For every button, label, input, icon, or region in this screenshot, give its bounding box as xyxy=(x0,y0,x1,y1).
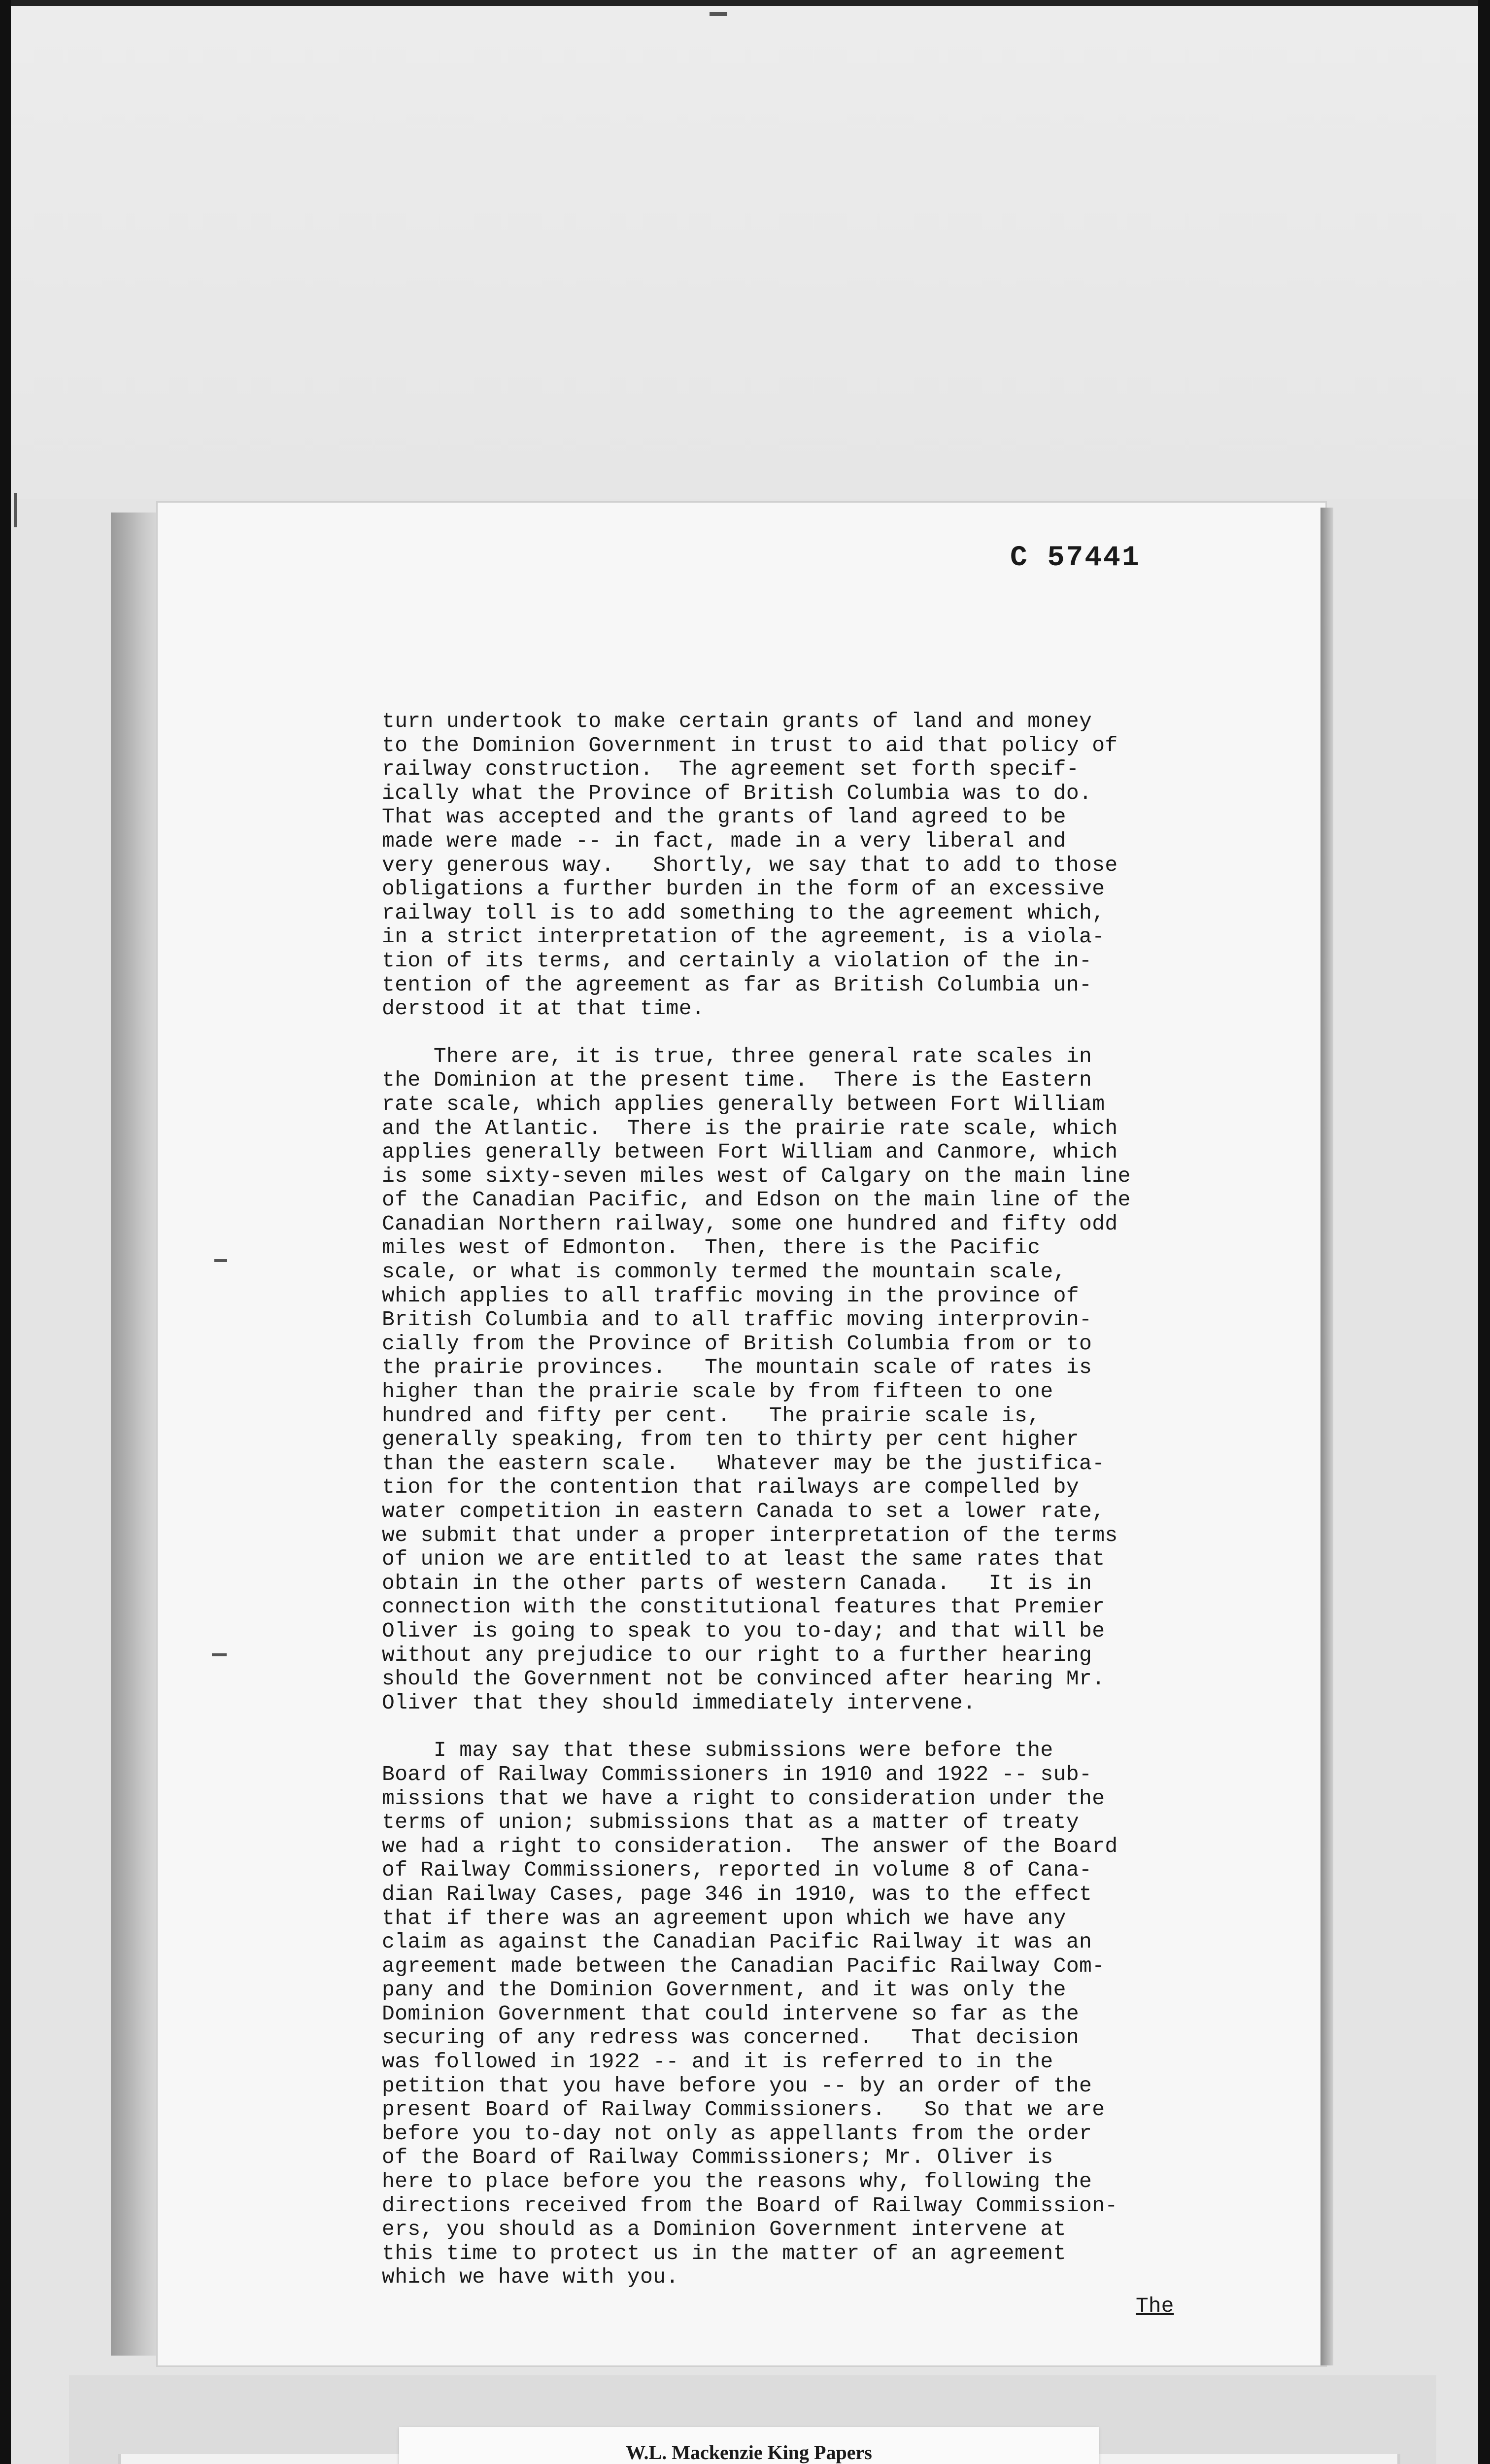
text-line: Oliver is going to speak to you to-day; and that will be xyxy=(382,1618,1105,1643)
document-id: C 57441 xyxy=(1010,542,1141,574)
text-line: agreement made between the Canadian Pacific Railway Com- xyxy=(382,1953,1105,1978)
text-line: hundred and fifty per cent. The prairie scale is, xyxy=(382,1403,1041,1428)
text-line: ers, you should as a Dominion Government intervene at xyxy=(382,2217,1066,2242)
text-line: is some sixty-seven miles west of Calgary on the main line xyxy=(382,1164,1131,1188)
text-line: cially from the Province of British Columbia from or to xyxy=(382,1331,1092,1356)
text-line: of union we are entitled to at least the same rates that xyxy=(382,1547,1105,1572)
text-line: British Columbia and to all traffic moving interprovin- xyxy=(382,1307,1092,1332)
text-line: which applies to all traffic moving in the province of xyxy=(382,1283,1080,1308)
text-line: turn undertook to make certain grants of land and money xyxy=(382,709,1092,733)
text-line: I may say that these submissions were before the xyxy=(382,1738,1053,1763)
text-line: derstood it at that time. xyxy=(382,996,705,1021)
text-line: made were made -- in fact, made in a very liberal and xyxy=(382,828,1066,853)
text-line: obtain in the other parts of western Canada. It is in xyxy=(382,1571,1092,1595)
text-line: of Railway Commissioners, reported in volume 8 of Cana- xyxy=(382,1858,1092,1882)
text-line: petition that you have before you -- by an order of the xyxy=(382,2073,1092,2098)
text-line: That was accepted and the grants of land agreed to be xyxy=(382,805,1066,829)
text-line: of the Board of Railway Commissioners; Mr. Oliver is xyxy=(382,2145,1053,2170)
text-line: directions received from the Board of Railway Commission- xyxy=(382,2193,1118,2218)
text-line: scale, or what is commonly termed the mountain scale, xyxy=(382,1260,1066,1284)
text-line: before you to-day not only as appellants from the order xyxy=(382,2121,1092,2146)
text-line: securing of any redress was concerned. That decision xyxy=(382,2025,1080,2050)
text-line: railway construction. The agreement set forth specif- xyxy=(382,757,1080,782)
text-line: Dominion Government that could intervene so far as the xyxy=(382,2001,1080,2026)
text-line: rate scale, which applies generally between Fort William xyxy=(382,1092,1105,1116)
text-line: higher than the prairie scale by from fifteen to one xyxy=(382,1379,1053,1404)
text-line: water competition in eastern Canada to set a lower rate, xyxy=(382,1499,1105,1523)
text-line: here to place before you the reasons why, following the xyxy=(382,2169,1092,2194)
text-line: than the eastern scale. Whatever may be the justifica- xyxy=(382,1451,1105,1475)
text-line: we submit that under a proper interpretation of the terms xyxy=(382,1523,1118,1547)
collection-name: W.L. Mackenzie King Papers xyxy=(626,2441,872,2464)
text-line: the prairie provinces. The mountain scale of rates is xyxy=(382,1355,1092,1380)
text-line: very generous way. Shortly, we say that to add to those xyxy=(382,853,1118,877)
text-line: Board of Railway Commissioners in 1910 and 1922 -- sub- xyxy=(382,1762,1092,1786)
text-line: missions that we have a right to consideration under the xyxy=(382,1786,1105,1811)
text-line: generally speaking, from ten to thirty per cent higher xyxy=(382,1427,1080,1452)
text-line: in a strict interpretation of the agreement, is a viola- xyxy=(382,924,1105,949)
text-line: tion for the contention that railways are compelled by xyxy=(382,1475,1080,1500)
text-line: claim as against the Canadian Pacific Railway it was an xyxy=(382,1930,1092,1954)
text-line: tention of the agreement as far as British Columbia un- xyxy=(382,972,1092,997)
text-line: dian Railway Cases, page 346 in 1910, was to the effect xyxy=(382,1882,1092,1906)
text-line: obligations a further burden in the form of an excessive xyxy=(382,877,1105,901)
text-line: to the Dominion Government in trust to aid that policy of xyxy=(382,733,1118,757)
text-line: was followed in 1922 -- and it is referred to in the xyxy=(382,2050,1053,2074)
text-line: which we have with you. xyxy=(382,2265,679,2290)
text-line: of the Canadian Pacific, and Edson on the main line of the xyxy=(382,1188,1131,1212)
text-line: miles west of Edmonton. Then, there is the Pacific xyxy=(382,1235,1041,1260)
text-line: tion of its terms, and certainly a violation of the in- xyxy=(382,948,1092,973)
text-line: Oliver that they should immediately intervene. xyxy=(382,1690,976,1715)
catchword: The xyxy=(1136,2294,1174,2318)
text-line: and the Atlantic. There is the prairie rate scale, which xyxy=(382,1116,1118,1140)
text-line: pany and the Dominion Government, and it was only the xyxy=(382,1978,1066,2002)
text-line: that if there was an agreement upon which we have any xyxy=(382,1906,1066,1930)
text-line: the Dominion at the present time. There is the Eastern xyxy=(382,1068,1092,1093)
text-line: this time to protect us in the matter of an agreement xyxy=(382,2241,1066,2265)
text-line: connection with the constitutional features that Premier xyxy=(382,1595,1105,1619)
text-line: terms of union; submissions that as a matter of treaty xyxy=(382,1810,1080,1835)
text-line: railway toll is to add something to the agreement which, xyxy=(382,900,1105,925)
text-line: There are, it is true, three general rate scales in xyxy=(382,1044,1092,1068)
text-line: without any prejudice to our right to a further hearing xyxy=(382,1643,1092,1667)
text-line: applies generally between Fort William and Canmore, which xyxy=(382,1140,1118,1164)
text-line: present Board of Railway Commissioners. So that we are xyxy=(382,2097,1105,2122)
text-line: Canadian Northern railway, some one hundred and fifty odd xyxy=(382,1211,1118,1236)
text-line: ically what the Province of British Columbia was to do. xyxy=(382,781,1092,805)
text-line: we had a right to consideration. The answer of the Board xyxy=(382,1834,1118,1858)
text-line: should the Government not be convinced after hearing Mr. xyxy=(382,1667,1105,1691)
